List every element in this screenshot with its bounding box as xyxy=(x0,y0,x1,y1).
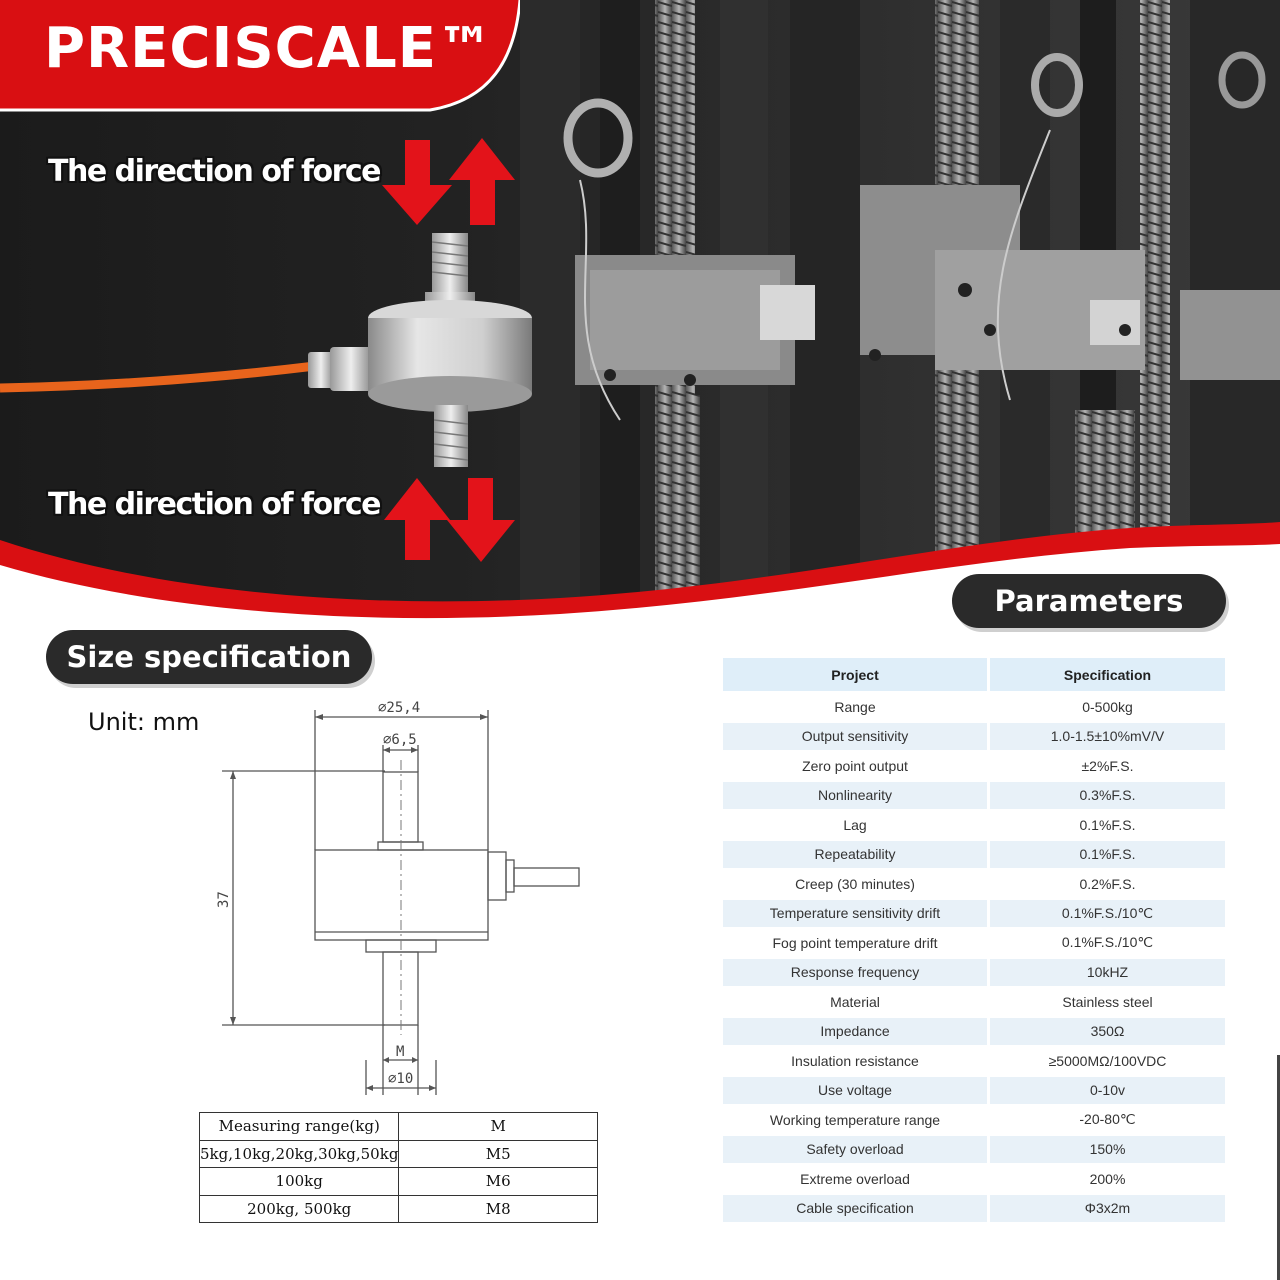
table-header-row xyxy=(723,658,1225,691)
table-row xyxy=(723,900,1225,928)
param-name: Insulation resistance xyxy=(723,1047,990,1075)
table-row xyxy=(723,1136,1225,1164)
table-row xyxy=(723,870,1225,898)
force-direction-label-bottom: The direction of force xyxy=(48,487,381,522)
param-value: 0.2%F.S. xyxy=(990,870,1225,898)
param-name: Cable specification xyxy=(723,1195,990,1223)
param-name: Fog point temperature drift xyxy=(723,929,990,957)
param-value: 0.1%F.S./10℃ xyxy=(990,900,1225,928)
param-value: Stainless steel xyxy=(990,988,1225,1016)
table-cell: 200kg, 500kg xyxy=(200,1195,399,1223)
arrow-up-icon xyxy=(384,478,450,560)
table-row xyxy=(723,811,1225,839)
param-value: ±2%F.S. xyxy=(990,752,1225,780)
force-direction-label-top: The direction of force xyxy=(48,154,381,189)
param-name: Range xyxy=(723,693,990,721)
table-header-cell: Project xyxy=(723,658,990,691)
table-header-cell: Specification xyxy=(990,658,1225,691)
table-cell: 5kg,10kg,20kg,30kg,50kg xyxy=(200,1140,399,1168)
param-value: 0-10v xyxy=(990,1077,1225,1105)
parameters-table xyxy=(723,656,1225,1224)
param-name: Repeatability xyxy=(723,841,990,869)
table-cell: 100kg xyxy=(200,1168,399,1196)
dim-thread: M xyxy=(396,1044,405,1060)
param-name: Response frequency xyxy=(723,959,990,987)
table-row xyxy=(723,929,1225,957)
param-value: 1.0-1.5±10%mV/V xyxy=(990,723,1225,751)
param-name: Use voltage xyxy=(723,1077,990,1105)
unit-label: Unit: mm xyxy=(88,708,200,736)
table-header-cell: M xyxy=(399,1113,598,1141)
dim-bottom-diameter: ⌀10 xyxy=(388,1071,414,1087)
table-header-cell: Measuring range(kg) xyxy=(200,1113,399,1141)
table-row xyxy=(723,1195,1225,1223)
param-name: Working temperature range xyxy=(723,1106,990,1134)
param-value: 0.3%F.S. xyxy=(990,782,1225,810)
table-row xyxy=(723,1106,1225,1134)
param-value: 0.1%F.S./10℃ xyxy=(990,929,1225,957)
parameters-heading: Parameters xyxy=(952,574,1226,628)
arrow-down-icon xyxy=(447,478,515,562)
param-value: 150% xyxy=(990,1136,1225,1164)
param-name: Impedance xyxy=(723,1018,990,1046)
param-value: 10kHZ xyxy=(990,959,1225,987)
table-row xyxy=(200,1195,598,1223)
size-table xyxy=(199,1112,598,1223)
load-cell-image xyxy=(0,135,560,575)
table-row xyxy=(723,959,1225,987)
table-cell: M6 xyxy=(399,1168,598,1196)
size-specification-heading: Size specification xyxy=(46,630,372,684)
param-name: Extreme overload xyxy=(723,1165,990,1193)
brand-logo: PRECISCALE™ xyxy=(44,16,495,81)
table-row xyxy=(723,1165,1225,1193)
param-value: 0.1%F.S. xyxy=(990,811,1225,839)
table-cell: M8 xyxy=(399,1195,598,1223)
param-value: 350Ω xyxy=(990,1018,1225,1046)
table-row xyxy=(723,841,1225,869)
table-row xyxy=(723,1047,1225,1075)
param-name: Zero point output xyxy=(723,752,990,780)
param-name: Creep (30 minutes) xyxy=(723,870,990,898)
param-name: Material xyxy=(723,988,990,1016)
dim-height: 37 xyxy=(216,891,232,908)
param-value: 0-500kg xyxy=(990,693,1225,721)
param-name: Safety overload xyxy=(723,1136,990,1164)
table-row xyxy=(723,723,1225,751)
param-value: 0.1%F.S. xyxy=(990,841,1225,869)
table-row xyxy=(723,752,1225,780)
table-header-row xyxy=(200,1113,598,1141)
table-row xyxy=(723,988,1225,1016)
param-name: Temperature sensitivity drift xyxy=(723,900,990,928)
table-row xyxy=(200,1140,598,1168)
dim-stud-diameter: ⌀6,5 xyxy=(383,732,417,748)
table-cell: M5 xyxy=(399,1140,598,1168)
param-name: Nonlinearity xyxy=(723,782,990,810)
table-row xyxy=(723,693,1225,721)
table-row xyxy=(723,782,1225,810)
dim-outer-diameter: ⌀25,4 xyxy=(378,700,421,716)
hero-banner xyxy=(0,0,1280,620)
arrow-down-icon xyxy=(382,140,452,225)
param-value: ≥5000MΩ/100VDC xyxy=(990,1047,1225,1075)
param-value: Φ3x2m xyxy=(990,1195,1225,1223)
param-name: Output sensitivity xyxy=(723,723,990,751)
dimension-drawing xyxy=(200,690,600,1100)
table-row xyxy=(723,1077,1225,1105)
param-name: Lag xyxy=(723,811,990,839)
arrow-up-icon xyxy=(449,138,515,225)
param-value: 200% xyxy=(990,1165,1225,1193)
table-row xyxy=(200,1168,598,1196)
table-row xyxy=(723,1018,1225,1046)
param-value: -20-80℃ xyxy=(990,1106,1225,1134)
